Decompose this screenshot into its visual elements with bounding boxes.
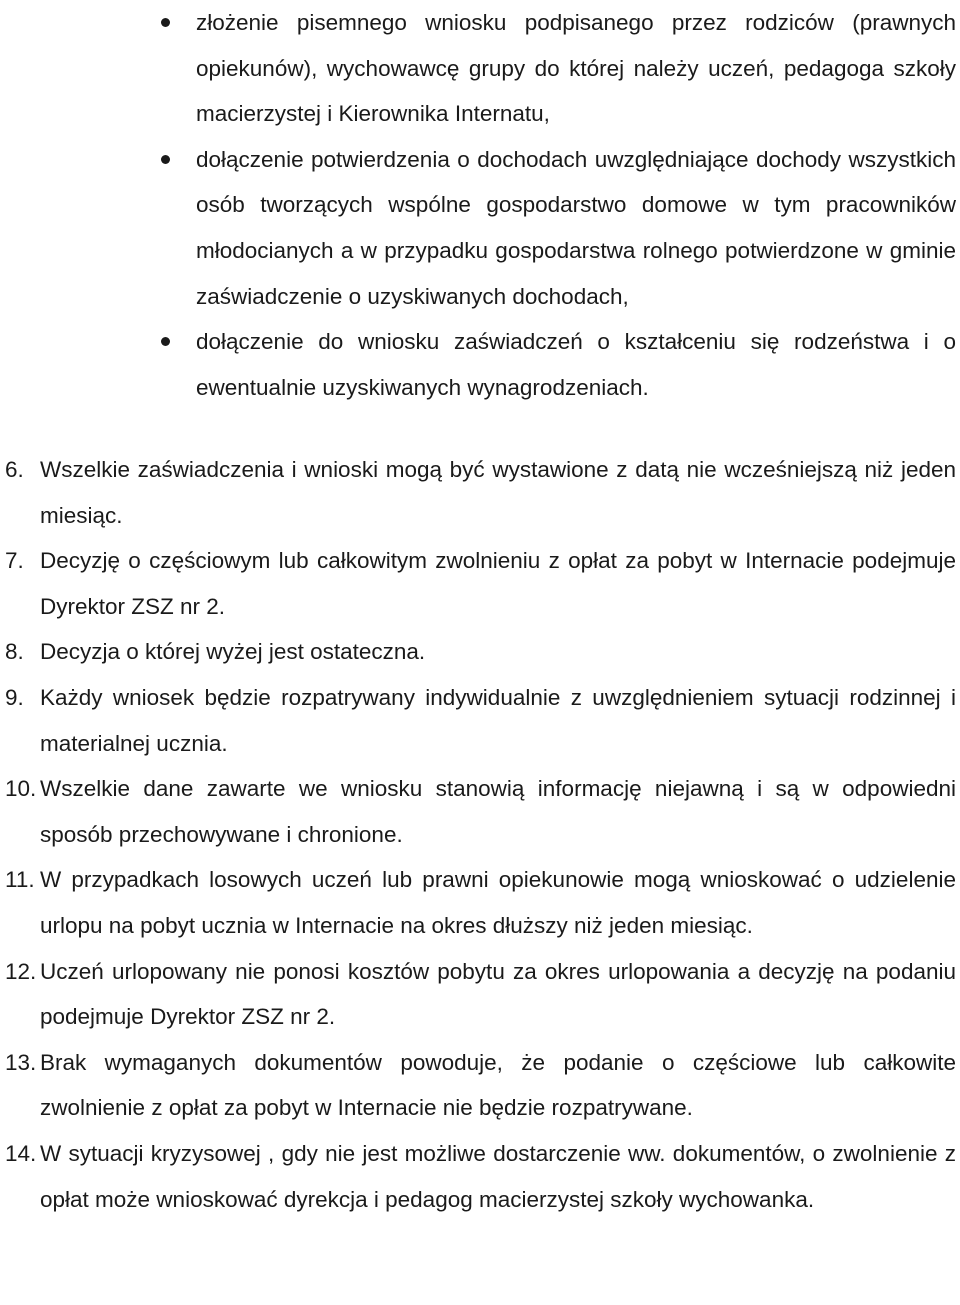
bullet-item (196, 319, 956, 410)
bullet-icon (161, 155, 170, 164)
bullet-icon (161, 18, 170, 27)
item-number: 14. (5, 1140, 37, 1166)
item-number: 13. (5, 1049, 37, 1075)
list-item (0, 1131, 960, 1222)
item-text: Decyzję o częściowym lub całkowitym zwolnieniu z opłat za pobyt w Internacie podejmuje Dyrektor ZSZ nr 2. (40, 548, 956, 619)
item-text: W sytuacji kryzysowej , gdy nie jest możliwe dostarczenie ww. dokumentów, o zwolnienie z opłat może wnioskować dyrekcja i pedagog macierzystej szkoły wychowanka. (40, 1140, 956, 1212)
list-item (0, 447, 960, 538)
list-item (0, 675, 960, 766)
item-number: 12. (5, 958, 37, 984)
item-text: Wszelkie zaświadczenia i wnioski mogą być wystawione z datą nie wcześniejszą niż jeden miesiąc. (40, 457, 956, 528)
list-item (0, 538, 960, 629)
item-number: 11. (5, 867, 35, 893)
item-number: 6. (5, 457, 24, 482)
list-item (0, 1040, 960, 1131)
bullet-item (196, 0, 956, 137)
numbered-list (0, 447, 960, 1222)
item-number: 8. (5, 639, 24, 665)
list-item (0, 766, 960, 857)
bullet-text: złożenie pisemnego wniosku podpisanego przez rodziców (prawnych opiekunów), wychowawcę grupy do której należy uczeń, pedagoga szkoły macierzystej i Kierownika Internatu, (196, 10, 956, 127)
item-text: Każdy wniosek będzie rozpatrywany indywidualnie z uwzględnieniem sytuacji rodzinnej i materialnej ucznia. (40, 684, 956, 756)
item-text: Decyzja o której wyżej jest ostateczna. (40, 639, 426, 665)
item-number: 10. (5, 776, 37, 802)
item-text: Brak wymaganych dokumentów powoduje, że podanie o częściowe lub całkowite zwolnienie z opłat za pobyt w Internacie nie będzie rozpatrywane. (40, 1049, 956, 1121)
item-text: Wszelkie dane zawarte we wniosku stanowią informację niejawną i są w odpowiedni sposób przechowywane i chronione. (40, 776, 956, 847)
item-number: 7. (5, 548, 24, 574)
list-item (0, 629, 960, 675)
item-text: W przypadkach losowych uczeń lub prawni opiekunowie mogą wnioskować o udzielenie urlopu na pobyt ucznia w Internacie na okres dłuższy niż jeden miesiąc. (40, 867, 956, 938)
bullet-list (196, 0, 956, 410)
bullet-item (196, 137, 956, 319)
list-item (0, 949, 960, 1040)
bullet-icon (161, 337, 170, 346)
item-number: 9. (5, 684, 24, 710)
item-text: Uczeń urlopowany nie ponosi kosztów pobytu za okres urlopowania a decyzję na podaniu podejmuje Dyrektor ZSZ nr 2. (40, 958, 956, 1030)
bullet-text: dołączenie potwierdzenia o dochodach uwzględniające dochody wszystkich osób tworzących wspólne gospodarstwo domowe w tym pracowników młodocianych a w przypadku gospodarstwa rolnego potwierdzone w gminie zaświadczenie o uzyskiwanych dochodach, (196, 146, 956, 309)
bullet-text: dołączenie do wniosku zaświadczeń o kształceniu się rodzeństwa i o ewentualnie uzyskiwanych wynagrodzeniach. (196, 329, 956, 400)
list-item (0, 857, 960, 948)
